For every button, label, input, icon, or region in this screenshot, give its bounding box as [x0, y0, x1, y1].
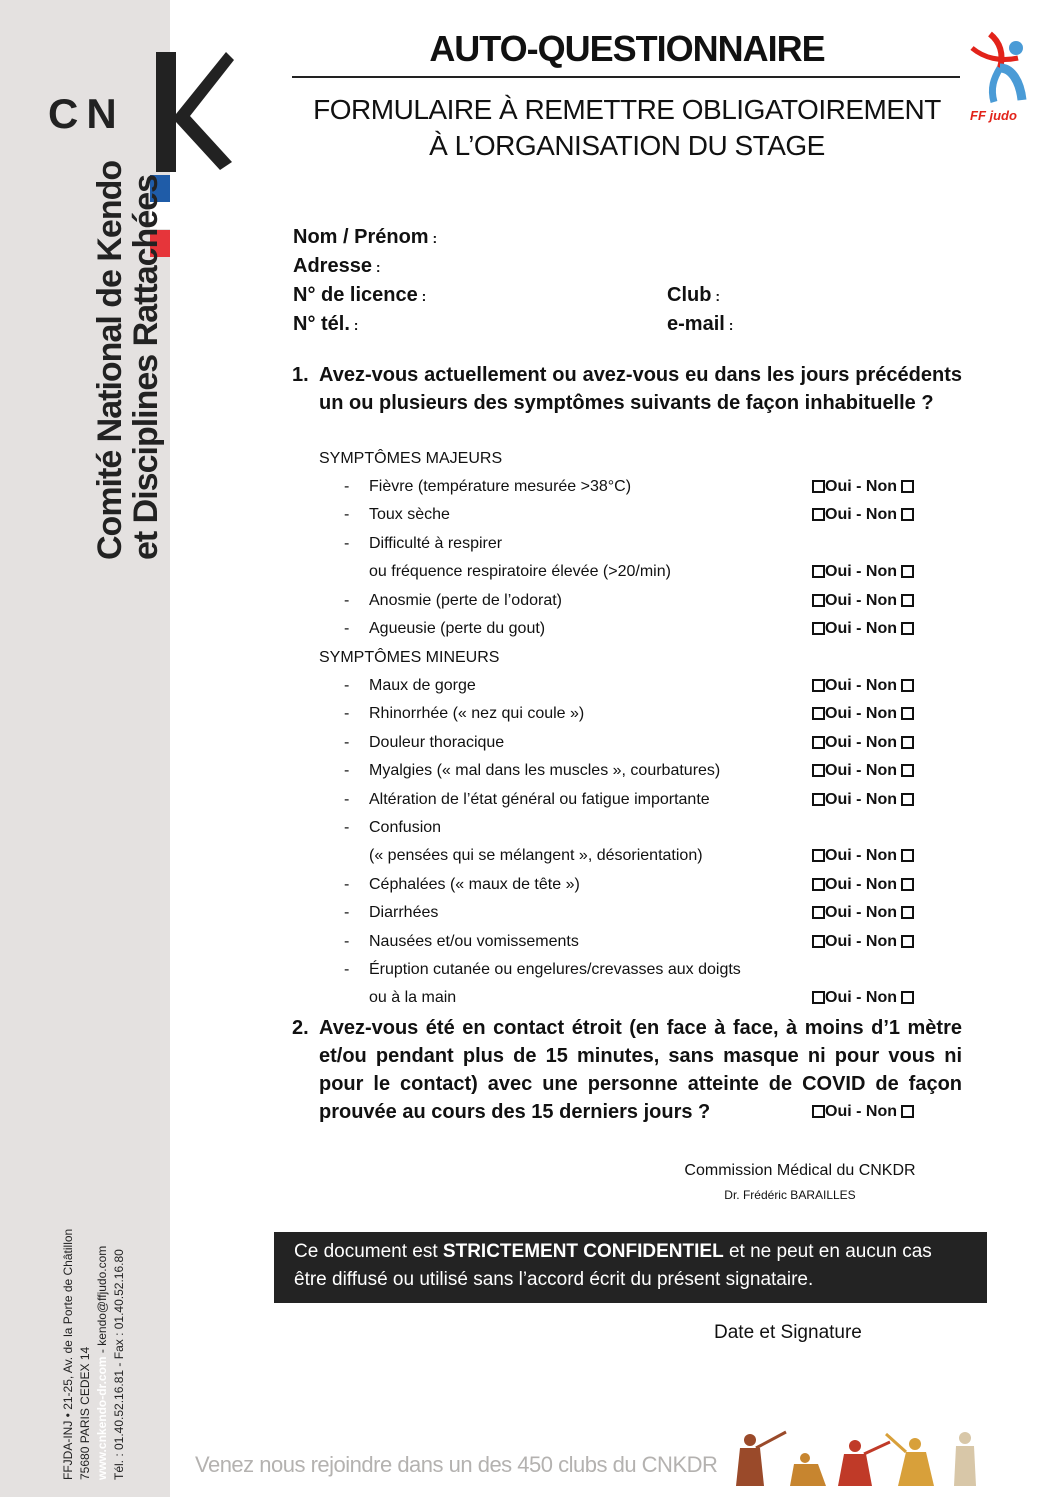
bullet-dash: - — [344, 677, 350, 694]
yes-label: Oui — [825, 847, 852, 865]
bullet-dash: - — [344, 932, 350, 950]
yes-label: Oui — [825, 1103, 852, 1120]
yes-no-choice — [812, 847, 914, 865]
cnk-logo — [48, 52, 228, 172]
subtitle-line1: FORMULAIRE À REMETTRE OBLIGATOIREMENT — [313, 94, 941, 125]
no-checkbox[interactable] — [901, 935, 914, 948]
yes-no-choice — [812, 734, 914, 752]
logo-text: CN — [48, 90, 125, 137]
bullet-dash: - — [344, 705, 350, 723]
yes-no-choice — [812, 563, 914, 581]
yes-checkbox[interactable] — [812, 480, 825, 493]
no-label: Non — [865, 1103, 897, 1120]
title-divider — [292, 76, 960, 78]
symptom-label: Éruption cutanée ou engelures/crevasses aux doigts — [369, 961, 741, 978]
colon: : — [349, 317, 359, 333]
question-2-text: Avez-vous été en contact étroit (en face à face, à moins d’1 mètre et/ou pendant plus de 15 minutes, sans masque ni pour vous ni pour le contact) avec une personne atteinte de COVID de façon prouvée au cours des 15 derniers jours ? — [319, 1017, 962, 1123]
yes-no-separator: - — [851, 733, 866, 751]
yes-checkbox[interactable] — [812, 878, 825, 891]
yes-no-separator: - — [851, 762, 866, 780]
no-label: Non — [865, 790, 897, 808]
yes-label: Oui — [825, 506, 852, 524]
licence-field[interactable] — [293, 284, 426, 307]
bullet-dash: - — [344, 875, 350, 893]
no-checkbox[interactable] — [901, 622, 914, 635]
yes-no-choice — [812, 791, 914, 809]
no-checkbox[interactable] — [901, 679, 914, 692]
symptom-item — [344, 933, 579, 951]
yes-checkbox[interactable] — [812, 565, 825, 578]
no-checkbox[interactable] — [901, 707, 914, 720]
symptom-label: Rhinorrhée (« nez qui coule ») — [369, 705, 585, 723]
yes-label: Oui — [825, 591, 852, 609]
yes-label: Oui — [825, 677, 852, 694]
commission-label: Commission Médical du CNKDR — [684, 1162, 916, 1179]
kendo-silhouettes-icon — [730, 1428, 990, 1488]
no-checkbox[interactable] — [901, 764, 914, 777]
licence-label: N° de licence — [293, 284, 418, 306]
address-label: Adresse — [293, 255, 372, 277]
club-label: Club — [667, 284, 712, 306]
bullet-dash: - — [344, 620, 350, 637]
symptom-item — [344, 791, 710, 809]
phone-fax: Tél. : 01.40.52.16.81 - Fax : 01.40.52.16.80 — [112, 1249, 126, 1480]
no-checkbox[interactable] — [901, 906, 914, 919]
no-checkbox[interactable] — [901, 878, 914, 891]
no-checkbox[interactable] — [901, 736, 914, 749]
no-checkbox[interactable] — [901, 793, 914, 806]
symptom-item — [344, 876, 580, 894]
symptom-label-continued: ou fréquence respiratoire élevée (>20/min) — [369, 563, 671, 581]
phone-label: N° tél. — [293, 313, 350, 335]
no-checkbox[interactable] — [901, 594, 914, 607]
sidebar-title-line2: et Disciplines Rattachées — [127, 174, 165, 560]
yes-label: Oui — [825, 705, 852, 723]
symptom-label: Myalgies (« mal dans les muscles », courbatures) — [369, 762, 721, 780]
yes-checkbox[interactable] — [812, 849, 825, 862]
symptom-label: Anosmie (perte de l’odorat) — [369, 591, 562, 609]
symptom-label: Confusion — [369, 819, 442, 836]
no-checkbox[interactable] — [901, 508, 914, 521]
symptom-item — [344, 620, 545, 638]
no-label: Non — [865, 932, 897, 950]
bullet-dash: - — [344, 506, 350, 524]
phone-field[interactable] — [293, 313, 358, 336]
yes-no-choice — [812, 506, 914, 524]
yes-no-separator: - — [851, 620, 866, 637]
no-checkbox[interactable] — [901, 991, 914, 1004]
yes-checkbox[interactable] — [812, 764, 825, 777]
no-label: Non — [865, 677, 897, 694]
symptom-item — [344, 506, 450, 524]
yes-label: Oui — [825, 932, 852, 950]
confidential-text-1: Ce document est — [294, 1241, 443, 1262]
no-label: Non — [865, 904, 897, 922]
email-label: e-mail — [667, 313, 725, 335]
page-subtitle — [292, 92, 962, 164]
question-1-number: 1. — [292, 364, 309, 386]
yes-label: Oui — [825, 989, 852, 1007]
doctor-name: Dr. Frédéric BARAILLES — [724, 1188, 856, 1202]
no-checkbox[interactable] — [901, 565, 914, 578]
no-label: Non — [865, 989, 897, 1007]
symptom-item — [344, 961, 741, 979]
yes-no-separator: - — [851, 563, 866, 581]
bullet-dash: - — [344, 534, 350, 552]
sidebar-address — [60, 1229, 128, 1480]
symptom-item — [344, 592, 562, 610]
no-label: Non — [865, 875, 897, 893]
question-2-number: 2. — [292, 1017, 309, 1039]
yes-label: Oui — [825, 904, 852, 922]
yes-label: Oui — [825, 875, 852, 893]
bullet-dash: - — [344, 961, 350, 978]
yes-no-separator: - — [851, 677, 866, 694]
sidebar-title — [92, 161, 164, 560]
yes-no-separator: - — [851, 506, 866, 524]
date-signature-label: Date et Signature — [714, 1322, 862, 1343]
major-symptoms-label: SYMPTÔMES MAJEURS — [319, 450, 503, 467]
no-label: Non — [865, 705, 897, 723]
yes-no-separator: - — [851, 904, 866, 922]
yes-no-separator: - — [851, 875, 866, 893]
yes-label: Oui — [825, 620, 852, 637]
symptom-label: Fièvre (température mesurée >38°C) — [369, 478, 632, 495]
symptom-label: Douleur thoracique — [369, 733, 505, 751]
colon: : — [711, 288, 720, 304]
no-label: Non — [865, 563, 897, 581]
no-checkbox[interactable] — [901, 480, 914, 493]
yes-no-separator: - — [851, 591, 866, 609]
yes-label: Oui — [825, 478, 852, 495]
yes-no-choice — [812, 478, 914, 496]
yes-no-choice — [812, 904, 914, 922]
address-field[interactable] — [293, 255, 381, 278]
logo-k-icon — [156, 52, 236, 172]
minor-symptoms-label: SYMPTÔMES MINEURS — [319, 649, 500, 666]
ffjudo-logo — [960, 28, 1040, 128]
subtitle-line2: À L’ORGANISATION DU STAGE — [429, 130, 825, 161]
name-label: Nom / Prénom — [293, 226, 429, 248]
yes-no-separator: - — [851, 989, 866, 1007]
symptom-label: Difficulté à respirer — [369, 534, 503, 552]
symptom-item — [344, 819, 441, 837]
yes-no-choice — [812, 989, 914, 1007]
symptom-label: Maux de gorge — [369, 677, 476, 694]
symptom-label: Agueusie (perte du gout) — [369, 620, 546, 637]
yes-checkbox[interactable] — [812, 991, 825, 1004]
yes-no-choice — [812, 933, 914, 951]
question-1-text: Avez-vous actuellement ou avez-vous eu dans les jours précédents un ou plusieurs des symptômes suivants de façon inhabituelle ? — [319, 364, 962, 414]
page-title: AUTO-QUESTIONNAIRE — [429, 28, 825, 69]
sidebar — [0, 0, 170, 1497]
yes-checkbox[interactable] — [812, 935, 825, 948]
yes-no-choice — [812, 876, 914, 894]
symptom-label-continued: ou à la main — [369, 989, 457, 1007]
colon: : — [417, 288, 427, 304]
symptom-label: Diarrhées — [369, 904, 439, 922]
yes-no-choice — [812, 762, 914, 780]
symptom-label-continued: (« pensées qui se mélangent », désorientation) — [369, 847, 703, 865]
symptom-item — [344, 734, 504, 752]
yes-label: Oui — [825, 790, 852, 808]
bullet-dash: - — [344, 790, 350, 808]
symptom-item — [344, 762, 720, 780]
no-label: Non — [865, 620, 897, 637]
no-label: Non — [865, 506, 897, 524]
yes-checkbox[interactable] — [812, 508, 825, 521]
colon: : — [371, 259, 381, 275]
yes-no-choice — [812, 592, 914, 610]
website-link[interactable]: www.cnkendo-dr.com — [95, 1356, 109, 1480]
bullet-dash: - — [344, 591, 350, 609]
yes-no-separator: - — [851, 705, 866, 723]
yes-no-choice — [812, 677, 914, 695]
no-label: Non — [865, 733, 897, 751]
bullet-dash: - — [344, 819, 350, 836]
yes-label: Oui — [825, 563, 852, 581]
symptom-label: Toux sèche — [369, 506, 450, 524]
yes-no-choice — [812, 620, 914, 638]
symptom-item — [344, 705, 584, 723]
confidential-strong: STRICTEMENT CONFIDENTIEL — [442, 1241, 724, 1262]
address-line1: FFJDA-INJ • 21-25, Av. de la Porte de Châtillon — [61, 1228, 75, 1480]
judoka-icon — [960, 28, 1040, 108]
no-label: Non — [865, 762, 897, 780]
yes-no-separator: - — [851, 478, 866, 495]
club-field[interactable] — [667, 284, 720, 307]
symptom-label: Altération de l’état général ou fatigue importante — [369, 790, 710, 808]
email-link[interactable]: - kendo@ffjudo.com — [95, 1245, 109, 1357]
question-1 — [292, 361, 962, 417]
ffjudo-label: FF judo — [970, 108, 1017, 123]
bullet-dash: - — [344, 904, 350, 922]
bullet-dash: - — [344, 733, 350, 751]
yes-no-separator: - — [851, 932, 866, 950]
yes-label: Oui — [825, 733, 852, 751]
yes-checkbox[interactable] — [812, 736, 825, 749]
yes-checkbox[interactable] — [812, 793, 825, 806]
address-line2: 75680 PARIS CEDEX 14 — [78, 1346, 92, 1480]
yes-no-separator: - — [851, 847, 866, 865]
yes-checkbox[interactable] — [812, 707, 825, 720]
yes-checkbox[interactable] — [812, 906, 825, 919]
bullet-dash: - — [344, 762, 350, 780]
colon: : — [724, 317, 734, 333]
symptom-item — [344, 535, 502, 553]
no-label: Non — [865, 847, 897, 865]
yes-no-choice — [812, 705, 914, 723]
symptom-item — [344, 478, 631, 496]
sidebar-title-line1: Comité National de Kendo — [91, 160, 129, 560]
no-label: Non — [865, 591, 897, 609]
symptom-item — [344, 677, 476, 695]
footer-tagline: Venez nous rejoindre dans un des 450 clubs du CNKDR — [195, 1452, 718, 1477]
symptom-label: Céphalées (« maux de tête ») — [369, 875, 580, 893]
symptom-item — [344, 904, 438, 922]
name-field[interactable] — [293, 226, 437, 249]
no-checkbox[interactable] — [901, 849, 914, 862]
yes-checkbox[interactable] — [812, 594, 825, 607]
email-field[interactable] — [667, 313, 733, 336]
yes-no-separator: - — [851, 1103, 866, 1120]
web-email-line — [94, 1229, 111, 1480]
bullet-dash: - — [344, 478, 350, 495]
question-2 — [292, 1014, 962, 1126]
yes-no-separator: - — [851, 790, 866, 808]
confidential-notice — [274, 1232, 987, 1303]
colon: : — [428, 230, 438, 246]
confidential-text-2: et ne peut en aucun cas être diffusé ou utilisé sans l’accord écrit du présent signataire. — [294, 1241, 932, 1290]
yes-checkbox[interactable] — [812, 622, 825, 635]
yes-checkbox[interactable] — [812, 679, 825, 692]
no-label: Non — [865, 478, 897, 495]
yes-label: Oui — [825, 762, 852, 780]
symptom-label: Nausées et/ou vomissements — [369, 932, 579, 950]
